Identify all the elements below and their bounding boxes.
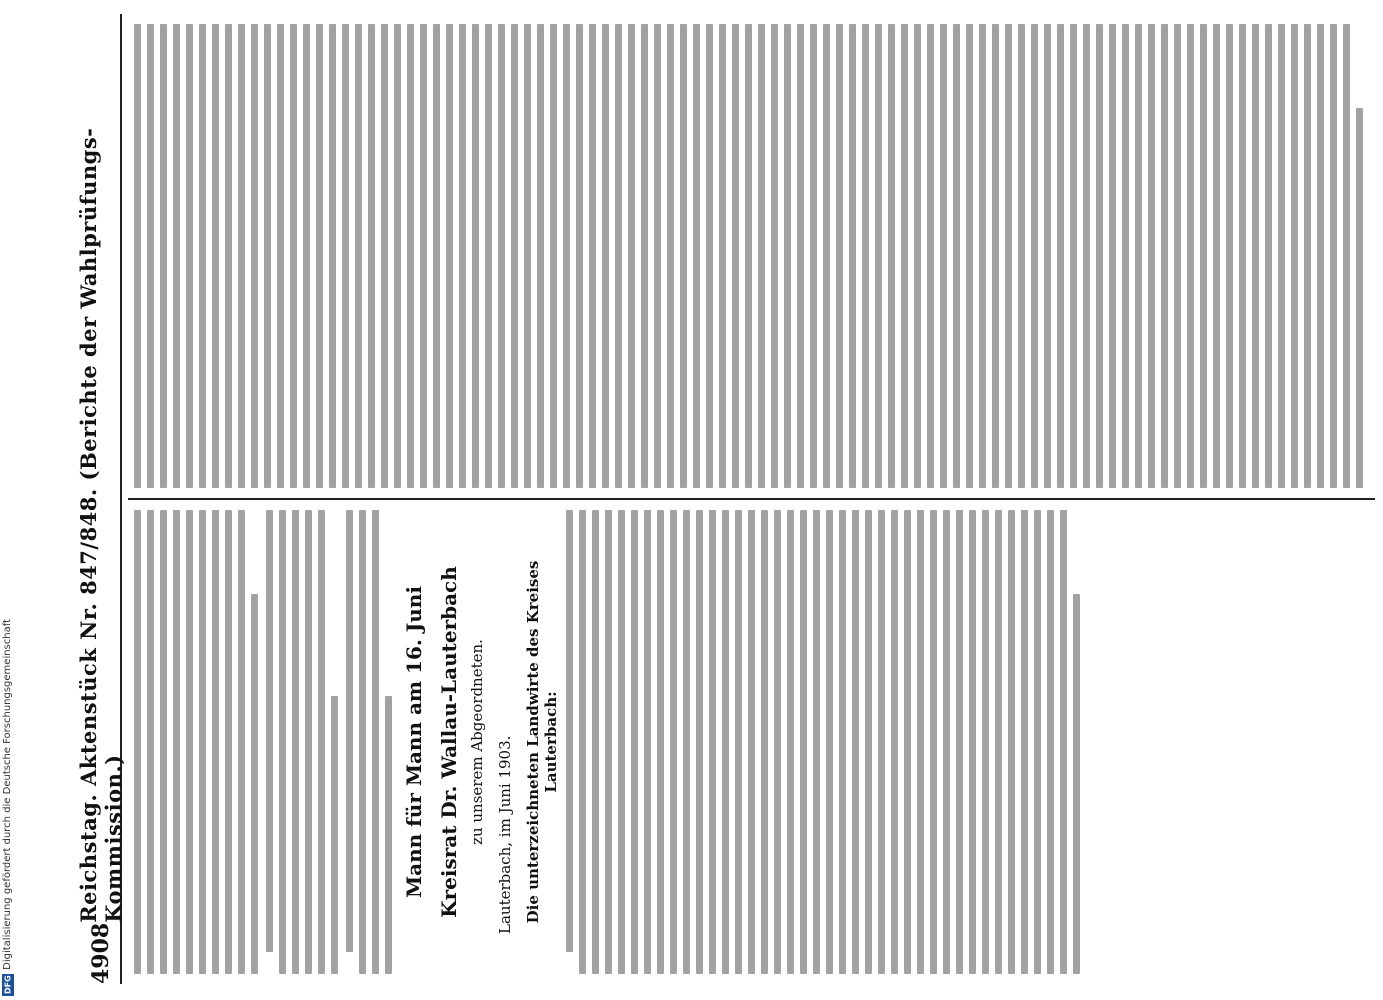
dfg-logo: DFG: [3, 975, 13, 995]
signatory-list-continued: [134, 24, 1363, 488]
call-to-vote-paragraph: [346, 510, 392, 974]
left-column: [128, 500, 1375, 984]
page-number: 4908: [88, 922, 114, 984]
right-column: [128, 14, 1375, 498]
two-column-body: [128, 14, 1375, 984]
signatory-list: [566, 510, 1080, 974]
running-title: Reichstag. Aktenstück Nr. 847/848. (Berichte der Wahlprüfungs-Kommission.): [76, 127, 126, 923]
heading-candidate: Kreisrat Dr. Wallau-Lauterbach: [437, 566, 461, 918]
page-content: [76, 14, 1375, 984]
date-line: Lauterbach, im Juni 1903.: [496, 735, 514, 934]
second-paragraph: [266, 510, 338, 974]
heading-call: Mann für Mann am 16. Juni: [402, 586, 426, 898]
page-header: [76, 14, 126, 984]
opening-paragraph: [134, 510, 258, 974]
signatories-heading: Die unterzeichneten Landwirte des Kreises Lauterbach:: [524, 560, 560, 924]
digitization-note: Digitalisierung gefördert durch die Deutsche Forschungsgemeinschaft: [2, 619, 13, 970]
subheading: zu unserem Abgeordneten.: [468, 639, 486, 845]
